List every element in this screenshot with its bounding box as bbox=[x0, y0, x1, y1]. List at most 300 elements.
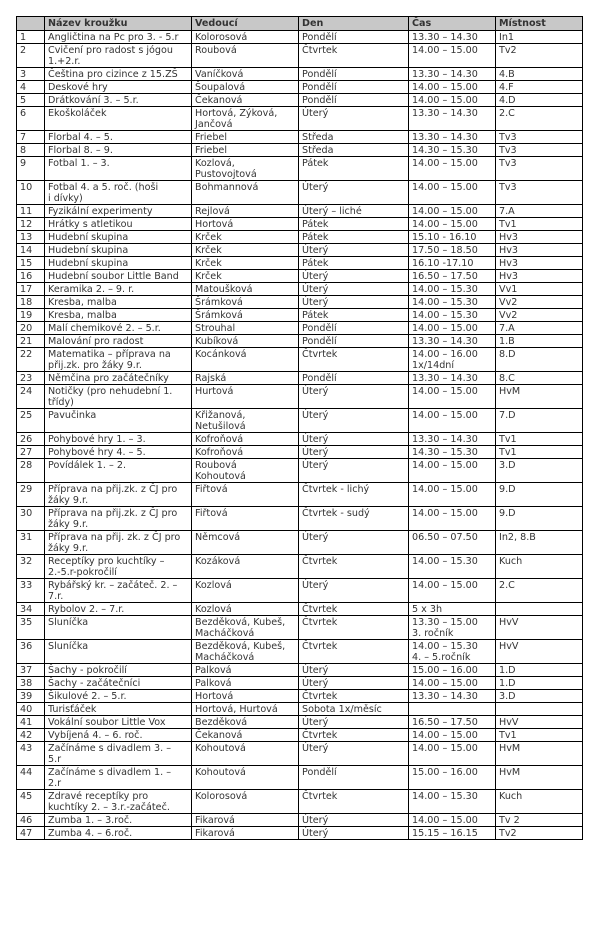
table-row bbox=[17, 716, 583, 729]
cell-room: HvV bbox=[496, 716, 583, 729]
cell-day: Čtvrtek bbox=[299, 640, 409, 664]
cell-time: 14.00 – 15.00 bbox=[409, 94, 496, 107]
cell-room: Tv2 bbox=[496, 827, 583, 840]
cell-club-name: Čeština pro cizince z 15.ZŠ bbox=[45, 68, 192, 81]
table-row bbox=[17, 31, 583, 44]
cell-time: 14.00 – 16.00 1x/14dní bbox=[409, 348, 496, 372]
cell-time: 14.00 – 15.30 bbox=[409, 296, 496, 309]
cell-leader: Rajská bbox=[192, 372, 299, 385]
cell-club-name: Florbal 8. – 9. bbox=[45, 144, 192, 157]
cell-leader: Vaníčková bbox=[192, 68, 299, 81]
cell-room: HvM bbox=[496, 742, 583, 766]
cell-time: 15.00 – 16.00 bbox=[409, 766, 496, 790]
cell-day: Úterý – liché bbox=[299, 205, 409, 218]
cell-day: Čtvrtek bbox=[299, 603, 409, 616]
cell-leader: Kozlová bbox=[192, 603, 299, 616]
cell-day: Pondělí bbox=[299, 372, 409, 385]
cell-leader: Krček bbox=[192, 257, 299, 270]
cell-row-number: 35 bbox=[17, 616, 45, 640]
cell-room: In1 bbox=[496, 31, 583, 44]
cell-club-name: Turisťáček bbox=[45, 703, 192, 716]
cell-club-name: Zumba 4. – 6.roč. bbox=[45, 827, 192, 840]
cell-time: 14.00 – 15.30 bbox=[409, 309, 496, 322]
cell-room: Tv3 bbox=[496, 144, 583, 157]
cell-leader: Kozáková bbox=[192, 555, 299, 579]
cell-leader: Čekanová bbox=[192, 729, 299, 742]
cell-time: 15.10 - 16.10 bbox=[409, 231, 496, 244]
cell-time: 14.00 – 15.00 bbox=[409, 483, 496, 507]
cell-row-number: 3 bbox=[17, 68, 45, 81]
cell-time: 14.00 – 15.00 bbox=[409, 677, 496, 690]
cell-day: Úterý bbox=[299, 283, 409, 296]
cell-time: 14.00 – 15.00 bbox=[409, 157, 496, 181]
cell-day: Sobota 1x/měsíc bbox=[299, 703, 409, 716]
cell-day: Úterý bbox=[299, 531, 409, 555]
cell-time: 15.15 – 16.15 bbox=[409, 827, 496, 840]
cell-day: Úterý bbox=[299, 579, 409, 603]
cell-day: Středa bbox=[299, 131, 409, 144]
cell-time: 16.50 – 17.50 bbox=[409, 270, 496, 283]
cell-room: Tv3 bbox=[496, 131, 583, 144]
cell-club-name: Začínáme s divadlem 1. – 2.r bbox=[45, 766, 192, 790]
cell-club-name: Drátkování 3. – 5.r. bbox=[45, 94, 192, 107]
cell-club-name: Němčina pro začátečníky bbox=[45, 372, 192, 385]
cell-time: 5 x 3h bbox=[409, 603, 496, 616]
table-row bbox=[17, 766, 583, 790]
cell-day: Úterý bbox=[299, 827, 409, 840]
cell-leader: Bohmannová bbox=[192, 181, 299, 205]
header-time: Čas bbox=[409, 17, 496, 31]
cell-day: Úterý bbox=[299, 814, 409, 827]
cell-leader: Bezděková bbox=[192, 716, 299, 729]
cell-room: HvM bbox=[496, 766, 583, 790]
cell-day: Čtvrtek bbox=[299, 348, 409, 372]
cell-leader: Palková bbox=[192, 677, 299, 690]
table-row bbox=[17, 459, 583, 483]
table-row bbox=[17, 616, 583, 640]
cell-club-name: Notičky (pro nehudební 1. třídy) bbox=[45, 385, 192, 409]
cell-time: 14.00 – 15.00 bbox=[409, 181, 496, 205]
cell-row-number: 25 bbox=[17, 409, 45, 433]
cell-time: 14.00 – 15.00 bbox=[409, 742, 496, 766]
cell-room: Vv2 bbox=[496, 296, 583, 309]
table-row bbox=[17, 742, 583, 766]
cell-row-number: 10 bbox=[17, 181, 45, 205]
cell-row-number: 16 bbox=[17, 270, 45, 283]
cell-club-name: Malí chemikové 2. – 5.r. bbox=[45, 322, 192, 335]
table-row bbox=[17, 322, 583, 335]
cell-leader: Bezděková, Kubeš, Macháčková bbox=[192, 616, 299, 640]
cell-row-number: 46 bbox=[17, 814, 45, 827]
cell-club-name: Fotbal 4. a 5. roč. (hoši i dívky) bbox=[45, 181, 192, 205]
cell-leader: Kohoutová bbox=[192, 742, 299, 766]
cell-time: 14.00 – 15.00 bbox=[409, 459, 496, 483]
cell-day: Pondělí bbox=[299, 766, 409, 790]
cell-time: 14.00 – 15.00 bbox=[409, 218, 496, 231]
cell-club-name: Povídálek 1. – 2. bbox=[45, 459, 192, 483]
cell-leader: Čekanová bbox=[192, 94, 299, 107]
header-club-name: Název kroužku bbox=[45, 17, 192, 31]
cell-room: In2, 8.B bbox=[496, 531, 583, 555]
cell-room: HvV bbox=[496, 616, 583, 640]
table-row bbox=[17, 181, 583, 205]
cell-day: Úterý bbox=[299, 270, 409, 283]
cell-row-number: 11 bbox=[17, 205, 45, 218]
cell-day: Čtvrtek bbox=[299, 616, 409, 640]
cell-day: Čtvrtek bbox=[299, 555, 409, 579]
cell-row-number: 34 bbox=[17, 603, 45, 616]
cell-leader: Hurtová bbox=[192, 385, 299, 409]
cell-room: 3.D bbox=[496, 690, 583, 703]
cell-day: Pátek bbox=[299, 157, 409, 181]
cell-room: Tv2 bbox=[496, 44, 583, 68]
cell-leader: Hortová, Zýková, Jančová bbox=[192, 107, 299, 131]
table-body bbox=[17, 31, 583, 840]
cell-leader: Fiřtová bbox=[192, 507, 299, 531]
cell-day: Úterý bbox=[299, 716, 409, 729]
cell-club-name: Šachy - začátečníci bbox=[45, 677, 192, 690]
cell-row-number: 43 bbox=[17, 742, 45, 766]
table-row bbox=[17, 68, 583, 81]
cell-row-number: 32 bbox=[17, 555, 45, 579]
cell-leader: Kohoutová bbox=[192, 766, 299, 790]
cell-room bbox=[496, 603, 583, 616]
cell-club-name: Začínáme s divadlem 3. – 5.r bbox=[45, 742, 192, 766]
cell-time: 13.30 – 15.00 3. ročník bbox=[409, 616, 496, 640]
cell-room: Tv1 bbox=[496, 218, 583, 231]
cell-day: Úterý bbox=[299, 181, 409, 205]
cell-leader: Krček bbox=[192, 270, 299, 283]
cell-row-number: 9 bbox=[17, 157, 45, 181]
cell-club-name: Matematika – příprava na přij.zk. pro žáky 9.r. bbox=[45, 348, 192, 372]
cell-day: Pondělí bbox=[299, 31, 409, 44]
cell-room: 7.A bbox=[496, 205, 583, 218]
cell-room: 8.D bbox=[496, 348, 583, 372]
cell-club-name: Malování pro radost bbox=[45, 335, 192, 348]
cell-leader: Friebel bbox=[192, 144, 299, 157]
cell-time: 13.30 – 14.30 bbox=[409, 433, 496, 446]
cell-day: Úterý bbox=[299, 664, 409, 677]
table-row bbox=[17, 107, 583, 131]
cell-room: 4.D bbox=[496, 94, 583, 107]
cell-room: Tv3 bbox=[496, 181, 583, 205]
cell-club-name: Deskové hry bbox=[45, 81, 192, 94]
cell-row-number: 40 bbox=[17, 703, 45, 716]
cell-room: 2.C bbox=[496, 107, 583, 131]
cell-room: 1.D bbox=[496, 664, 583, 677]
cell-day: Pondělí bbox=[299, 322, 409, 335]
cell-club-name: Pavučinka bbox=[45, 409, 192, 433]
cell-time: 14.00 – 15.00 bbox=[409, 729, 496, 742]
table-row bbox=[17, 690, 583, 703]
cell-leader: Kubíková bbox=[192, 335, 299, 348]
table-row bbox=[17, 729, 583, 742]
cell-row-number: 45 bbox=[17, 790, 45, 814]
clubs-table bbox=[16, 16, 583, 840]
cell-room: Kuch bbox=[496, 555, 583, 579]
cell-day: Pondělí bbox=[299, 94, 409, 107]
cell-room: 9.D bbox=[496, 483, 583, 507]
cell-day: Pondělí bbox=[299, 81, 409, 94]
cell-time: 13.30 – 14.30 bbox=[409, 107, 496, 131]
cell-club-name: Rybolov 2. – 7.r. bbox=[45, 603, 192, 616]
cell-club-name: Rybářský kr. – začáteč. 2. – 7.r. bbox=[45, 579, 192, 603]
cell-leader: Krček bbox=[192, 231, 299, 244]
table-row bbox=[17, 483, 583, 507]
cell-time: 13.30 – 14.30 bbox=[409, 690, 496, 703]
cell-row-number: 37 bbox=[17, 664, 45, 677]
table-row bbox=[17, 205, 583, 218]
table-row bbox=[17, 372, 583, 385]
cell-club-name: Kresba, malba bbox=[45, 309, 192, 322]
cell-row-number: 27 bbox=[17, 446, 45, 459]
cell-room: Vv1 bbox=[496, 283, 583, 296]
cell-leader: Křižanová, Netušilová bbox=[192, 409, 299, 433]
cell-row-number: 5 bbox=[17, 94, 45, 107]
cell-row-number: 19 bbox=[17, 309, 45, 322]
cell-time: 14.00 – 15.30 bbox=[409, 283, 496, 296]
header-day: Den bbox=[299, 17, 409, 31]
cell-room: Hv3 bbox=[496, 270, 583, 283]
table-row bbox=[17, 555, 583, 579]
cell-leader: Hortová bbox=[192, 218, 299, 231]
table-row bbox=[17, 244, 583, 257]
cell-club-name: Zdravé receptíky pro kuchtíky 2. – 3.r.-začáteč. bbox=[45, 790, 192, 814]
table-row bbox=[17, 790, 583, 814]
cell-row-number: 38 bbox=[17, 677, 45, 690]
cell-time: 13.30 – 14.30 bbox=[409, 31, 496, 44]
cell-time: 13.30 – 14.30 bbox=[409, 68, 496, 81]
header-leader: Vedoucí bbox=[192, 17, 299, 31]
cell-club-name: Vokální soubor Little Vox bbox=[45, 716, 192, 729]
cell-time: 14.00 – 15.30 bbox=[409, 790, 496, 814]
table-row bbox=[17, 664, 583, 677]
cell-day: Pondělí bbox=[299, 335, 409, 348]
cell-time: 14.00 – 15.00 bbox=[409, 44, 496, 68]
cell-day: Pátek bbox=[299, 257, 409, 270]
cell-time: 15.00 – 16.00 bbox=[409, 664, 496, 677]
cell-row-number: 7 bbox=[17, 131, 45, 144]
cell-time: 14.00 – 15.00 bbox=[409, 409, 496, 433]
cell-row-number: 36 bbox=[17, 640, 45, 664]
cell-club-name: Pohybové hry 4. – 5. bbox=[45, 446, 192, 459]
cell-club-name: Šikulové 2. – 5.r. bbox=[45, 690, 192, 703]
cell-row-number: 33 bbox=[17, 579, 45, 603]
cell-day: Úterý bbox=[299, 677, 409, 690]
cell-day: Úterý bbox=[299, 244, 409, 257]
cell-room: Hv3 bbox=[496, 257, 583, 270]
cell-leader: Kofroňová bbox=[192, 446, 299, 459]
cell-room: Hv3 bbox=[496, 231, 583, 244]
cell-club-name: Hudební skupina bbox=[45, 244, 192, 257]
table-row bbox=[17, 640, 583, 664]
cell-day: Pátek bbox=[299, 218, 409, 231]
cell-club-name: Fyzikální experimenty bbox=[45, 205, 192, 218]
cell-leader: Bezděková, Kubeš, Macháčková bbox=[192, 640, 299, 664]
cell-room: Tv1 bbox=[496, 446, 583, 459]
cell-day: Čtvrtek bbox=[299, 690, 409, 703]
cell-leader: Roubová Kohoutová bbox=[192, 459, 299, 483]
table-row bbox=[17, 270, 583, 283]
table-row bbox=[17, 677, 583, 690]
table-row bbox=[17, 603, 583, 616]
cell-day: Pátek bbox=[299, 309, 409, 322]
cell-row-number: 14 bbox=[17, 244, 45, 257]
cell-club-name: Fotbal 1. – 3. bbox=[45, 157, 192, 181]
cell-room: Vv2 bbox=[496, 309, 583, 322]
cell-row-number: 31 bbox=[17, 531, 45, 555]
cell-row-number: 4 bbox=[17, 81, 45, 94]
cell-leader: Palková bbox=[192, 664, 299, 677]
cell-club-name: Keramika 2. – 9. r. bbox=[45, 283, 192, 296]
cell-time: 16.50 – 17.50 bbox=[409, 716, 496, 729]
cell-row-number: 20 bbox=[17, 322, 45, 335]
cell-day: Čtvrtek bbox=[299, 44, 409, 68]
cell-row-number: 2 bbox=[17, 44, 45, 68]
cell-row-number: 29 bbox=[17, 483, 45, 507]
cell-time: 06.50 – 07.50 bbox=[409, 531, 496, 555]
cell-time: 14.00 – 15.00 bbox=[409, 579, 496, 603]
cell-leader: Krček bbox=[192, 244, 299, 257]
cell-leader: Šrámková bbox=[192, 296, 299, 309]
table-row bbox=[17, 409, 583, 433]
cell-time: 13.30 – 14.30 bbox=[409, 372, 496, 385]
cell-club-name: Receptíky pro kuchtíky – 2.-5.r-pokročilí bbox=[45, 555, 192, 579]
cell-room: Tv1 bbox=[496, 729, 583, 742]
table-row bbox=[17, 309, 583, 322]
cell-time: 14.30 – 15.30 bbox=[409, 144, 496, 157]
cell-leader: Fiřtová bbox=[192, 483, 299, 507]
table-row bbox=[17, 218, 583, 231]
table-row bbox=[17, 94, 583, 107]
table-row bbox=[17, 296, 583, 309]
cell-club-name: Příprava na přij.zk. z ČJ pro žáky 9.r. bbox=[45, 483, 192, 507]
cell-leader: Strouhal bbox=[192, 322, 299, 335]
cell-room: 2.C bbox=[496, 579, 583, 603]
cell-club-name: Hudební skupina bbox=[45, 257, 192, 270]
cell-row-number: 26 bbox=[17, 433, 45, 446]
cell-day: Úterý bbox=[299, 446, 409, 459]
cell-room: Kuch bbox=[496, 790, 583, 814]
cell-room: 1.D bbox=[496, 677, 583, 690]
cell-row-number: 23 bbox=[17, 372, 45, 385]
cell-time: 14.00 – 15.30 bbox=[409, 555, 496, 579]
cell-club-name: Pohybové hry 1. – 3. bbox=[45, 433, 192, 446]
cell-leader: Friebel bbox=[192, 131, 299, 144]
table-row bbox=[17, 814, 583, 827]
table-row bbox=[17, 144, 583, 157]
cell-day: Úterý bbox=[299, 409, 409, 433]
cell-day: Úterý bbox=[299, 742, 409, 766]
cell-time bbox=[409, 703, 496, 716]
cell-day: Úterý bbox=[299, 385, 409, 409]
cell-leader: Šoupalová bbox=[192, 81, 299, 94]
cell-row-number: 22 bbox=[17, 348, 45, 372]
cell-row-number: 8 bbox=[17, 144, 45, 157]
cell-row-number: 28 bbox=[17, 459, 45, 483]
cell-row-number: 39 bbox=[17, 690, 45, 703]
cell-room: Tv1 bbox=[496, 433, 583, 446]
cell-day: Čtvrtek - lichý bbox=[299, 483, 409, 507]
cell-row-number: 1 bbox=[17, 31, 45, 44]
cell-room: 7.D bbox=[496, 409, 583, 433]
cell-club-name: Sluníčka bbox=[45, 616, 192, 640]
cell-day: Úterý bbox=[299, 459, 409, 483]
cell-leader: Kofroňová bbox=[192, 433, 299, 446]
cell-club-name: Angličtina na Pc pro 3. - 5.r bbox=[45, 31, 192, 44]
cell-day: Pátek bbox=[299, 231, 409, 244]
table-row bbox=[17, 507, 583, 531]
cell-row-number: 41 bbox=[17, 716, 45, 729]
table-row bbox=[17, 446, 583, 459]
cell-club-name: Hudební skupina bbox=[45, 231, 192, 244]
cell-time: 14.00 – 15.00 bbox=[409, 81, 496, 94]
cell-row-number: 30 bbox=[17, 507, 45, 531]
cell-leader: Kolorosová bbox=[192, 31, 299, 44]
cell-club-name: Sluníčka bbox=[45, 640, 192, 664]
cell-row-number: 47 bbox=[17, 827, 45, 840]
cell-club-name: Šachy - pokročilí bbox=[45, 664, 192, 677]
cell-leader: Hortová bbox=[192, 690, 299, 703]
cell-row-number: 6 bbox=[17, 107, 45, 131]
cell-room: 1.B bbox=[496, 335, 583, 348]
cell-day: Čtvrtek bbox=[299, 790, 409, 814]
cell-row-number: 42 bbox=[17, 729, 45, 742]
cell-room: HvM bbox=[496, 385, 583, 409]
cell-leader: Fikarová bbox=[192, 814, 299, 827]
cell-row-number: 18 bbox=[17, 296, 45, 309]
cell-room: 9.D bbox=[496, 507, 583, 531]
cell-room: Hv3 bbox=[496, 244, 583, 257]
cell-day: Úterý bbox=[299, 433, 409, 446]
cell-row-number: 24 bbox=[17, 385, 45, 409]
cell-club-name: Příprava na přij. zk. z ČJ pro žáky 9.r. bbox=[45, 531, 192, 555]
cell-leader: Fikarová bbox=[192, 827, 299, 840]
cell-row-number: 44 bbox=[17, 766, 45, 790]
table-row bbox=[17, 348, 583, 372]
table-row bbox=[17, 433, 583, 446]
cell-day: Úterý bbox=[299, 107, 409, 131]
cell-leader: Matoušková bbox=[192, 283, 299, 296]
cell-leader: Němcová bbox=[192, 531, 299, 555]
cell-room: 8.C bbox=[496, 372, 583, 385]
cell-day: Pondělí bbox=[299, 68, 409, 81]
cell-day: Čtvrtek bbox=[299, 729, 409, 742]
cell-club-name: Kresba, malba bbox=[45, 296, 192, 309]
cell-leader: Kozlová, Pustovojtová bbox=[192, 157, 299, 181]
table-row bbox=[17, 257, 583, 270]
cell-time: 13.30 – 14.30 bbox=[409, 335, 496, 348]
cell-leader: Šrámková bbox=[192, 309, 299, 322]
cell-club-name: Hudební soubor Little Band bbox=[45, 270, 192, 283]
table-row bbox=[17, 335, 583, 348]
cell-day: Čtvrtek - sudý bbox=[299, 507, 409, 531]
cell-leader: Kozlová bbox=[192, 579, 299, 603]
cell-club-name: Zumba 1. – 3.roč. bbox=[45, 814, 192, 827]
cell-leader: Roubová bbox=[192, 44, 299, 68]
cell-row-number: 12 bbox=[17, 218, 45, 231]
cell-time: 14.00 – 15.00 bbox=[409, 385, 496, 409]
cell-club-name: Příprava na přij.zk. z ČJ pro žáky 9.r. bbox=[45, 507, 192, 531]
cell-time: 14.30 – 15.30 bbox=[409, 446, 496, 459]
cell-time: 14.00 – 15.00 bbox=[409, 507, 496, 531]
cell-club-name: Cvičení pro radost s jógou 1.+2.r. bbox=[45, 44, 192, 68]
cell-club-name: Florbal 4. – 5. bbox=[45, 131, 192, 144]
cell-time: 14.00 – 15.00 bbox=[409, 205, 496, 218]
table-row bbox=[17, 531, 583, 555]
cell-row-number: 13 bbox=[17, 231, 45, 244]
table-row bbox=[17, 81, 583, 94]
